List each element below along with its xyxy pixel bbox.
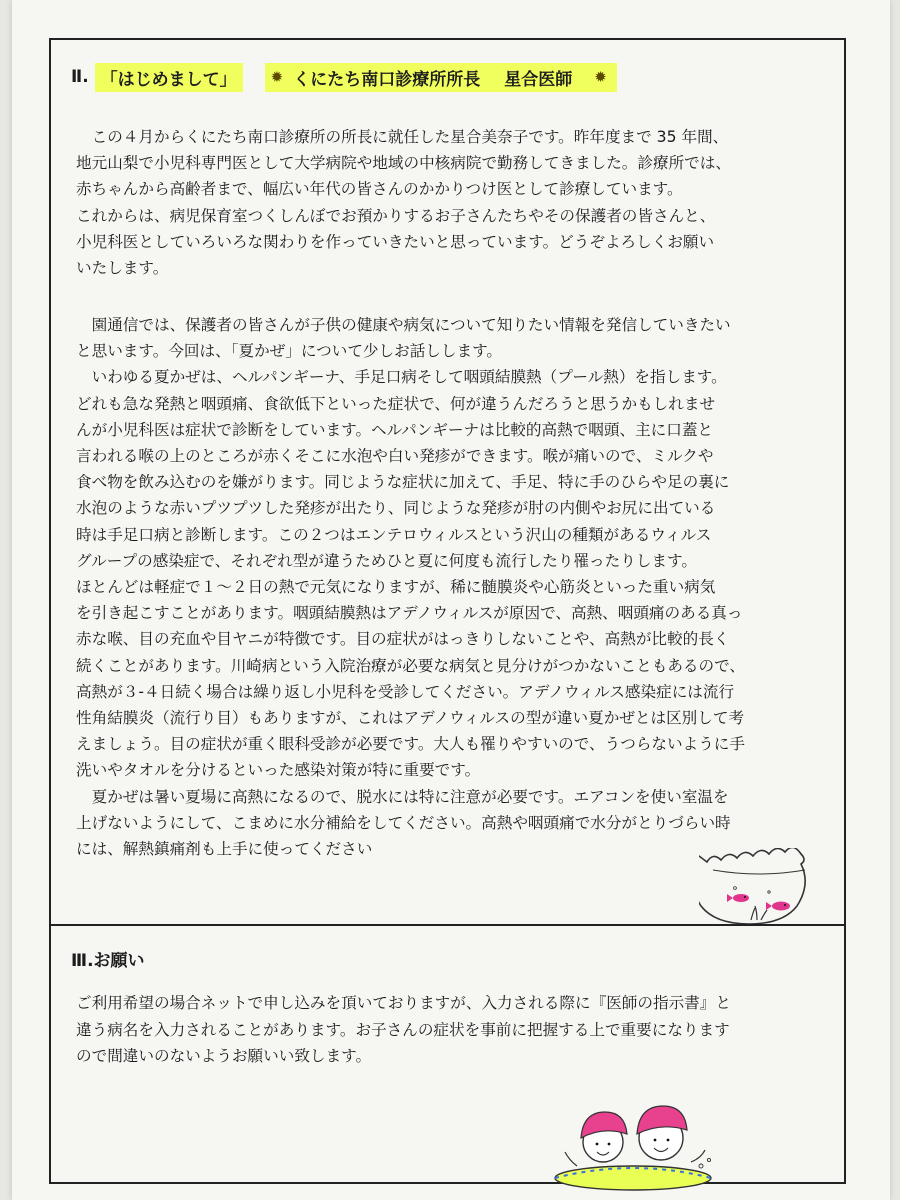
text-line: 小児科医としていろいろな関わりを作っていきたいと思っています。どうぞよろしくお願い bbox=[76, 232, 715, 251]
text-line: 夏かぜは暑い夏場に高熱になるので、脱水には特に注意が必要です。エアコンを使い室温を bbox=[76, 787, 729, 806]
sunflower-icon: ✹ bbox=[270, 68, 284, 86]
text-line: 高熱が３-４日続く場合は繰り返し小児科を受診してください。アデノウィルス感染症には流行 bbox=[76, 682, 735, 701]
text-line: ご利用希望の場合ネットで申し込みを頂いておりますが、入力される際に『医師の指示書』と bbox=[76, 994, 731, 1012]
text-line: 上げないようにして、こまめに水分補給をしてください。高熱や咽頭痛で水分がとりづらい時 bbox=[76, 813, 731, 832]
text-line: この４月からくにたち南口診療所の所長に就任した星合美奈子です。昨年度まで 35 年間、 bbox=[76, 128, 729, 146]
text-line: いわゆる夏かぜは、ヘルパンギーナ、手足口病そして咽頭結膜熱（プール熱）を指します。 bbox=[76, 368, 727, 387]
text-line: んが小児科医は症状で診断をしています。ヘルパンギーナは比較的高熱で咽頭、主に口蓋と bbox=[76, 420, 714, 439]
text-line: どれも急な発熱と咽頭痛、食欲低下といった症状で、何が違うんだろうと思うかもしれませ bbox=[76, 394, 716, 413]
text-line: グループの感染症で、それぞれ型が違うためひと夏に何度も流行したり罹ったりします。 bbox=[76, 551, 697, 570]
section-number: Ⅲ. bbox=[71, 951, 94, 971]
text-line: 赤ちゃんから高齢者まで、幅広い年代の皆さんのかかりつけ医として診療しています。 bbox=[76, 180, 683, 199]
text-line: と思います。今回は、「夏かぜ」について少しお話しします。 bbox=[76, 342, 503, 361]
introduction-paragraph bbox=[76, 124, 846, 281]
clinic-director-title: くにたち南口診療所所長 bbox=[293, 69, 481, 90]
text-line: 時は手足口病と診断します。この２つはエンテロウィルスという沢山の種類があるウィルス bbox=[76, 525, 712, 544]
section-2-header bbox=[71, 62, 617, 92]
doctor-label bbox=[265, 63, 617, 92]
doctor-name: 星合医師 bbox=[504, 69, 573, 90]
text-line: ので間違いのないようお願いい致します。 bbox=[76, 1047, 372, 1065]
text-line: いたします。 bbox=[76, 259, 169, 278]
text-line: これからは、病児保育室つくしんぼでお預かりするお子さんたちやその保護者の皆さんと、 bbox=[76, 206, 716, 225]
text-line: 園通信では、保護者の皆さんが子供の健康や病気について知りたい情報を発信していきたい bbox=[76, 316, 731, 334]
kids-pool-illustration bbox=[541, 1082, 721, 1192]
text-line: 性角結膜炎（流行り目）もありますが、これはアデノウィルスの型が違い夏かぜとは区別して考 bbox=[76, 709, 745, 728]
text-line: 言われる喉の上のところが赤くそこに水泡や白い発疹ができます。喉が痛いので、ミルクや bbox=[76, 447, 714, 466]
text-line: 水泡のような赤いプツプツした発疹が出たり、同じような発疹が肘の内側やお尻に出ている bbox=[76, 499, 716, 518]
sunflower-icon: ✹ bbox=[594, 68, 607, 86]
text-line: 地元山梨で小児科専門医として大学病院や地域の中核病院で勤務してきました。診療所では、 bbox=[76, 154, 731, 173]
section-title: 「はじめまして」 bbox=[95, 63, 243, 92]
summer-cold-paragraph bbox=[76, 312, 846, 862]
document-page bbox=[12, 0, 890, 1200]
text-line: 洗いやタオルを分けるといった感染対策が特に重要です。 bbox=[76, 761, 481, 780]
request-paragraph bbox=[76, 990, 846, 1070]
goldfish-bowl-illustration bbox=[699, 848, 819, 928]
text-line: ほとんどは軽症で１～２日の熱で元気になりますが、稀に髄膜炎や心筋炎といった重い病気 bbox=[76, 578, 716, 597]
section-number: Ⅱ. bbox=[71, 67, 89, 87]
section-3-header bbox=[71, 946, 145, 971]
text-line: 赤な喉、目の充血や目ヤニが特徴です。目の症状がはっきりしないことや、高熱が比較的長く bbox=[76, 630, 730, 649]
text-line: えましょう。目の症状が重く眼科受診が必要です。大人も罹りやすいので、うつらないように手 bbox=[76, 735, 745, 754]
text-line: を引き起こすことがあります。咽頭結膜熱はアデノウィルスが原因で、高熱、咽頭痛のある真っ bbox=[76, 604, 743, 623]
text-line: 食べ物を飲み込むのを嫌がります。同じような症状に加えて、手足、特に手のひらや足の裏に bbox=[76, 473, 730, 492]
text-line: 続くことがあります。川崎病という入院治療が必要な病気と見分けがつかないこともあるので、 bbox=[76, 656, 745, 675]
content-frame bbox=[49, 38, 846, 1184]
section-divider bbox=[51, 924, 844, 926]
text-line: には、解熱鎮痛剤も上手に使ってください bbox=[76, 840, 373, 859]
section-title: お願い bbox=[93, 951, 145, 971]
text-line: 違う病名を入力されることがあります。お子さんの症状を事前に把握する上で重要になります bbox=[76, 1020, 730, 1039]
